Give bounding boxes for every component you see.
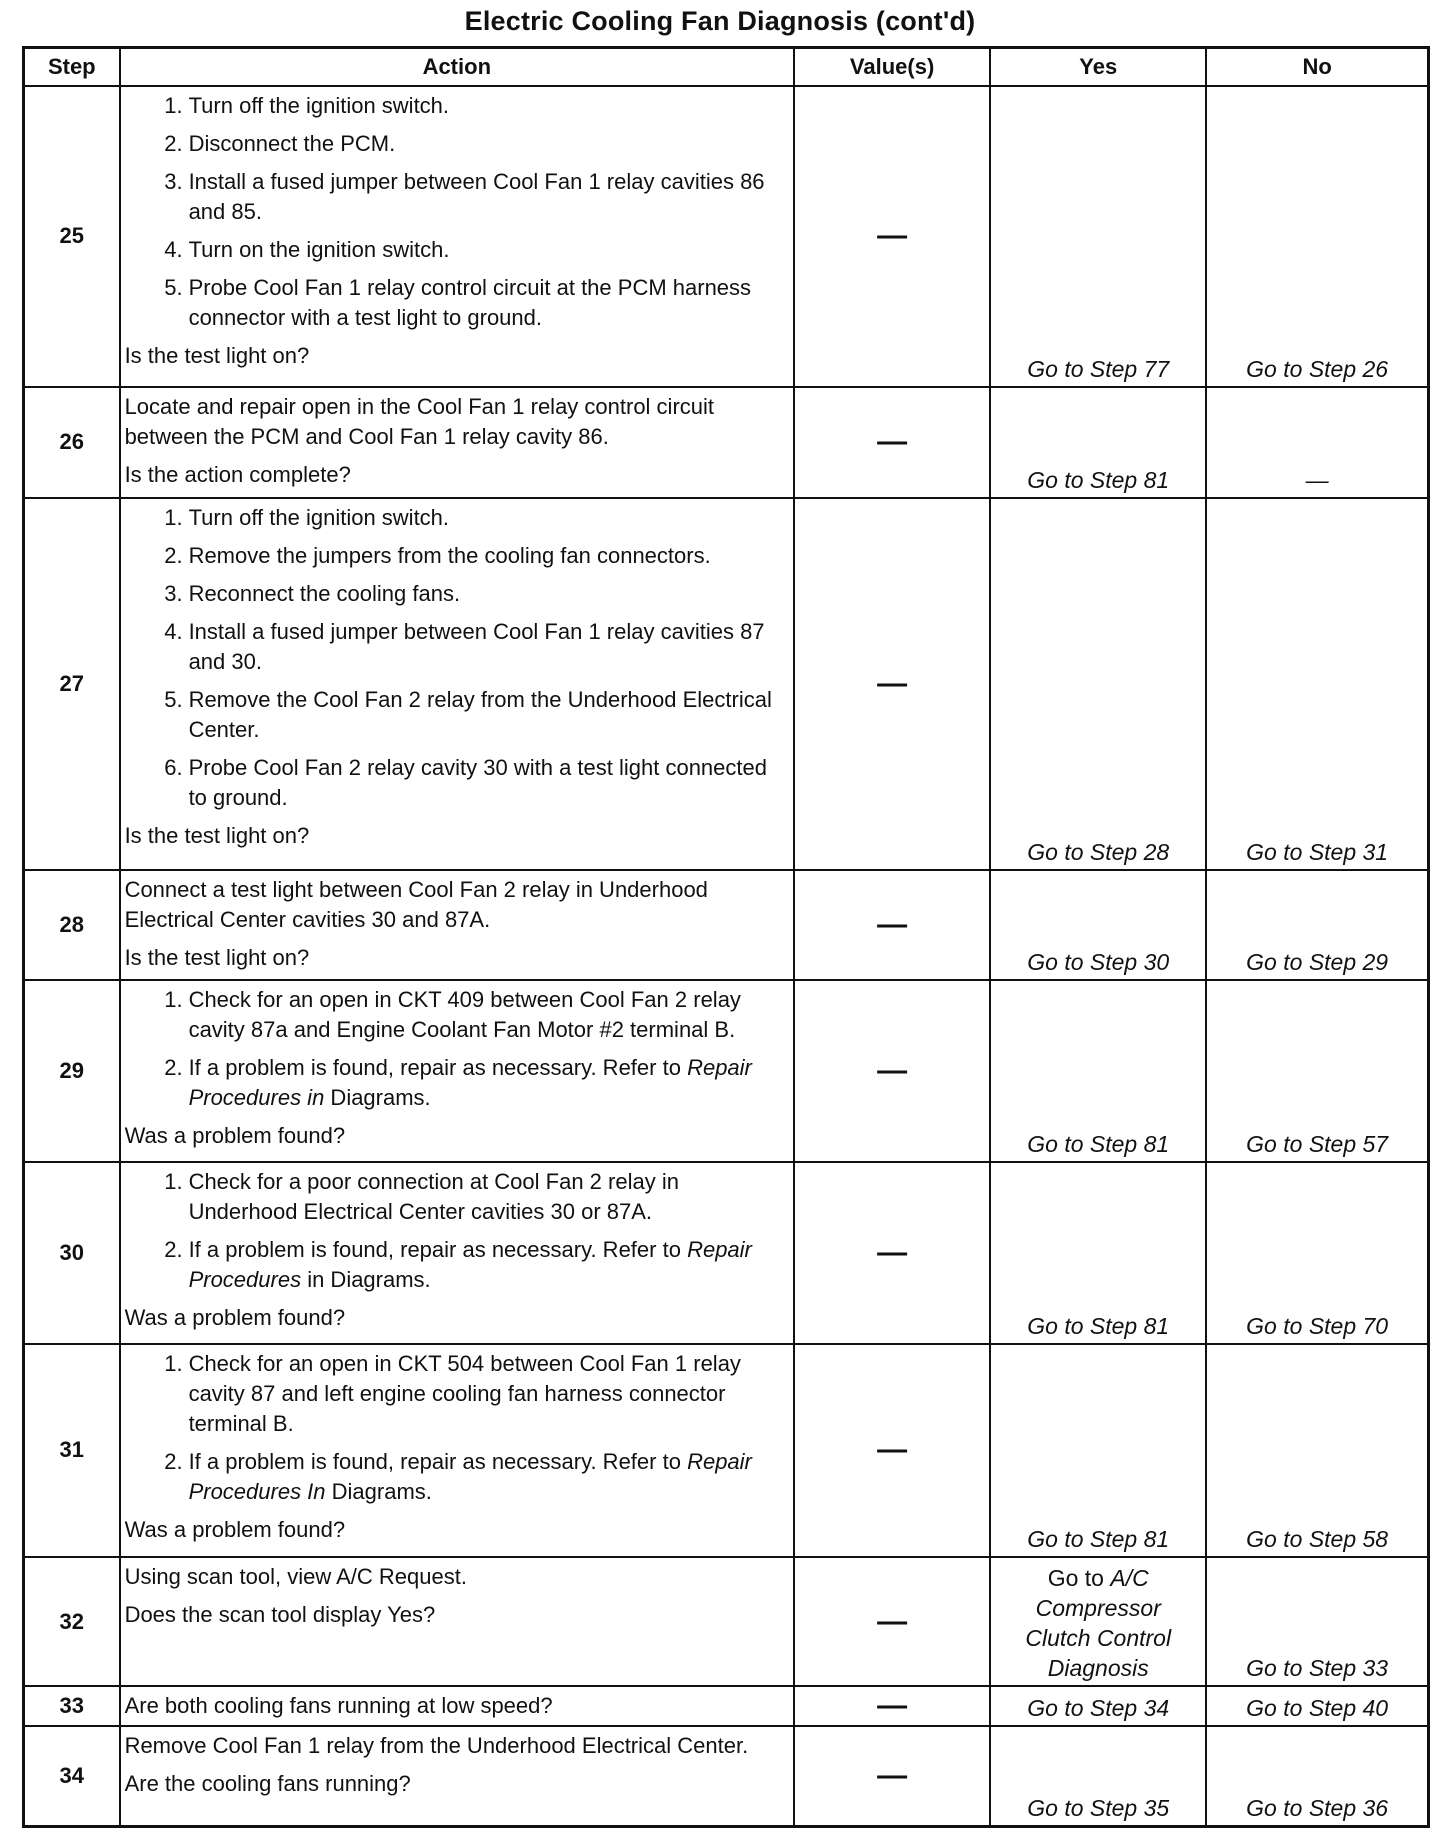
action-cell: [120, 980, 794, 1162]
action-question: Is the test light on?: [124, 944, 310, 970]
action-steps-list: [125, 1167, 785, 1295]
step-item-number: 2.: [164, 131, 183, 156]
value-cell: —: [794, 86, 990, 387]
yes-cell: Go to Step 77: [990, 86, 1206, 387]
action-step-item: [125, 541, 785, 571]
step-number: 30: [24, 1162, 120, 1344]
step-number: 26: [24, 387, 120, 498]
step-item-number: 4.: [164, 237, 183, 262]
table-row: [24, 870, 1429, 981]
action-cell: [120, 498, 794, 870]
action-text: Locate and repair open in the Cool Fan 1 relay control circuit between the PCM and Cool Fan 1 relay cavity 86.: [124, 393, 715, 449]
table-row: [24, 387, 1429, 498]
reference-tail: Diagrams.: [325, 1478, 432, 1504]
header-row: [24, 48, 1429, 87]
action-question: Are the cooling fans running?: [124, 1771, 411, 1797]
action-step-item: [125, 129, 785, 159]
action-steps-list: [125, 1349, 785, 1507]
yes-line-emphasis: A/C: [1110, 1565, 1149, 1592]
step-item-text: Probe Cool Fan 2 relay cavity 30 with a test light connected to ground.: [188, 754, 767, 810]
step-item-number: 2.: [164, 542, 183, 568]
step-item-number: 2.: [164, 1055, 183, 1081]
no-cell: Go to Step 57: [1206, 980, 1428, 1162]
action-cell: [120, 1686, 794, 1726]
header-no: No: [1206, 48, 1428, 87]
yes-cell: Go to Step 81: [990, 980, 1206, 1162]
step-number: 31: [24, 1344, 120, 1557]
yes-line: Compressor: [1035, 1595, 1161, 1622]
step-item-number: 3.: [164, 580, 183, 606]
step-number: 32: [24, 1557, 120, 1687]
step-number: 29: [24, 980, 120, 1162]
step-number: 28: [24, 870, 120, 981]
action-question: Was a problem found?: [124, 1305, 346, 1331]
action-step-item: [125, 273, 785, 333]
action-steps-list: [125, 503, 785, 813]
action-cell: [120, 387, 794, 498]
no-cell: Go to Step 40: [1206, 1686, 1428, 1726]
action-step-item: [125, 91, 785, 121]
value-cell: —: [794, 870, 990, 981]
value-cell: —: [794, 1162, 990, 1344]
step-item-text: Turn off the ignition switch.: [188, 93, 450, 118]
reference-title: Repair Procedures in: [188, 1055, 752, 1111]
diagnosis-table: [22, 46, 1430, 1828]
step-item-number: 2.: [164, 1237, 183, 1263]
step-item-text: Check for an open in CKT 504 between Cool Fan 1 relay cavity 87 and left engine cooling fan harness connector terminal B.: [188, 1350, 741, 1436]
step-item-text: If a problem is found, repair as necessary. Refer to: [188, 1448, 681, 1474]
step-item-text: If a problem is found, repair as necessary. Refer to: [188, 1055, 681, 1081]
action-step-item: [125, 1349, 785, 1439]
step-item-number: 1.: [164, 987, 183, 1013]
table-row: [24, 498, 1429, 870]
no-cell: —: [1206, 387, 1428, 498]
step-item-number: 5.: [164, 275, 183, 300]
step-item-number: 3.: [164, 169, 183, 194]
value-cell: —: [794, 1557, 990, 1687]
action-text: Connect a test light between Cool Fan 2 relay in Underhood Electrical Center cavities 30 and 87A.: [124, 876, 708, 932]
step-item-text: Disconnect the PCM.: [188, 131, 396, 156]
step-item-text: If a problem is found, repair as necessary. Refer to: [188, 1237, 681, 1263]
yes-cell: Go to Step 28: [990, 498, 1206, 870]
step-number: 34: [24, 1726, 120, 1826]
table-row: [24, 86, 1429, 387]
action-cell: [120, 1557, 794, 1687]
step-item-text: Turn off the ignition switch.: [188, 504, 450, 530]
action-text: Using scan tool, view A/C Request.: [124, 1563, 467, 1589]
table-row: [24, 1344, 1429, 1557]
header-values: Value(s): [794, 48, 990, 87]
action-cell: [120, 870, 794, 981]
action-cell: [120, 1162, 794, 1344]
action-step-item: [125, 1235, 785, 1295]
action-steps-list: [125, 985, 785, 1113]
action-question: Was a problem found?: [124, 1123, 346, 1149]
action-step-item: [125, 503, 785, 533]
step-item-text: Probe Cool Fan 1 relay control circuit at the PCM harness connector with a test light to ground.: [188, 275, 752, 330]
action-step-item: [125, 985, 785, 1045]
value-cell: —: [794, 1686, 990, 1726]
step-item-text: Reconnect the cooling fans.: [188, 580, 461, 606]
table-row: [24, 1686, 1429, 1726]
yes-line: Clutch Control: [1025, 1625, 1172, 1652]
table-row: [24, 1162, 1429, 1344]
step-item-number: 1.: [164, 504, 183, 530]
no-cell: Go to Step 29: [1206, 870, 1428, 981]
yes-cell: Go to Step 81: [990, 1162, 1206, 1344]
step-item-number: 4.: [164, 618, 183, 644]
step-number: 33: [24, 1686, 120, 1726]
action-cell: [120, 1344, 794, 1557]
action-text: Remove Cool Fan 1 relay from the Underhood Electrical Center.: [124, 1733, 749, 1759]
action-step-item: [125, 685, 785, 745]
no-cell: Go to Step 33: [1206, 1557, 1428, 1687]
yes-line: Diagnosis: [1047, 1655, 1149, 1682]
value-cell: —: [794, 980, 990, 1162]
step-item-number: 5.: [164, 686, 183, 712]
reference-title: Repair Procedures In: [188, 1448, 752, 1504]
step-number: 27: [24, 498, 120, 870]
table-row: [24, 1557, 1429, 1687]
action-step-item: [125, 1167, 785, 1227]
table-row: [24, 1726, 1429, 1826]
yes-line: Go to A/C: [1047, 1565, 1149, 1592]
action-step-item: [125, 1053, 785, 1113]
yes-cell: [990, 1557, 1206, 1687]
step-item-text: Remove the jumpers from the cooling fan connectors.: [188, 542, 711, 568]
step-item-text: Check for an open in CKT 409 between Cool Fan 2 relay cavity 87a and Engine Coolant Fan Motor #2 terminal B.: [188, 987, 741, 1043]
reference-title: Repair Procedures: [188, 1237, 752, 1293]
action-step-item: [125, 579, 785, 609]
yes-cell: Go to Step 35: [990, 1726, 1206, 1826]
action-steps-list: [125, 91, 785, 333]
action-question: Is the action complete?: [124, 461, 351, 487]
step-item-number: 1.: [164, 1169, 183, 1195]
table-row: [24, 980, 1429, 1162]
no-cell: Go to Step 36: [1206, 1726, 1428, 1826]
action-question: Is the test light on?: [124, 343, 310, 368]
value-cell: —: [794, 498, 990, 870]
step-item-text: Install a fused jumper between Cool Fan 1 relay cavities 87 and 30.: [188, 618, 765, 674]
yes-cell: Go to Step 81: [990, 387, 1206, 498]
yes-cell: Go to Step 81: [990, 1344, 1206, 1557]
step-item-text: Check for a poor connection at Cool Fan 2 relay in Underhood Electrical Center cavities 30 or 87A.: [188, 1169, 679, 1225]
header-step: Step: [24, 48, 120, 87]
step-item-text: Remove the Cool Fan 2 relay from the Underhood Electrical Center.: [188, 686, 772, 742]
action-question: Are both cooling fans running at low speed?: [124, 1693, 553, 1719]
step-number: 25: [24, 86, 120, 387]
reference-tail: in Diagrams.: [301, 1267, 431, 1293]
no-cell: Go to Step 58: [1206, 1344, 1428, 1557]
action-step-item: [125, 753, 785, 813]
step-item-number: 1.: [164, 1350, 183, 1376]
step-item-text: Turn on the ignition switch.: [188, 237, 450, 262]
action-cell: [120, 86, 794, 387]
action-question: Does the scan tool display Yes?: [124, 1601, 436, 1627]
reference-tail: Diagrams.: [324, 1085, 431, 1111]
step-item-number: 2.: [164, 1448, 183, 1474]
value-cell: —: [794, 1726, 990, 1826]
yes-cell: Go to Step 30: [990, 870, 1206, 981]
action-step-item: [125, 167, 785, 227]
step-item-number: 6.: [164, 754, 183, 780]
yes-cell: Go to Step 34: [990, 1686, 1206, 1726]
page-title: Electric Cooling Fan Diagnosis (cont'd): [464, 6, 976, 36]
action-question: Was a problem found?: [124, 1516, 346, 1542]
action-step-item: [125, 235, 785, 265]
step-item-number: 1.: [164, 93, 183, 118]
no-cell: Go to Step 70: [1206, 1162, 1428, 1344]
action-question: Is the test light on?: [124, 822, 310, 848]
action-step-item: [125, 1447, 785, 1507]
no-cell: Go to Step 31: [1206, 498, 1428, 870]
value-cell: —: [794, 387, 990, 498]
no-cell: Go to Step 26: [1206, 86, 1428, 387]
header-action: Action: [120, 48, 794, 87]
header-yes: Yes: [990, 48, 1206, 87]
step-item-text: Install a fused jumper between Cool Fan 1 relay cavities 86 and 85.: [188, 169, 765, 224]
action-step-item: [125, 617, 785, 677]
action-cell: [120, 1726, 794, 1826]
value-cell: —: [794, 1344, 990, 1557]
